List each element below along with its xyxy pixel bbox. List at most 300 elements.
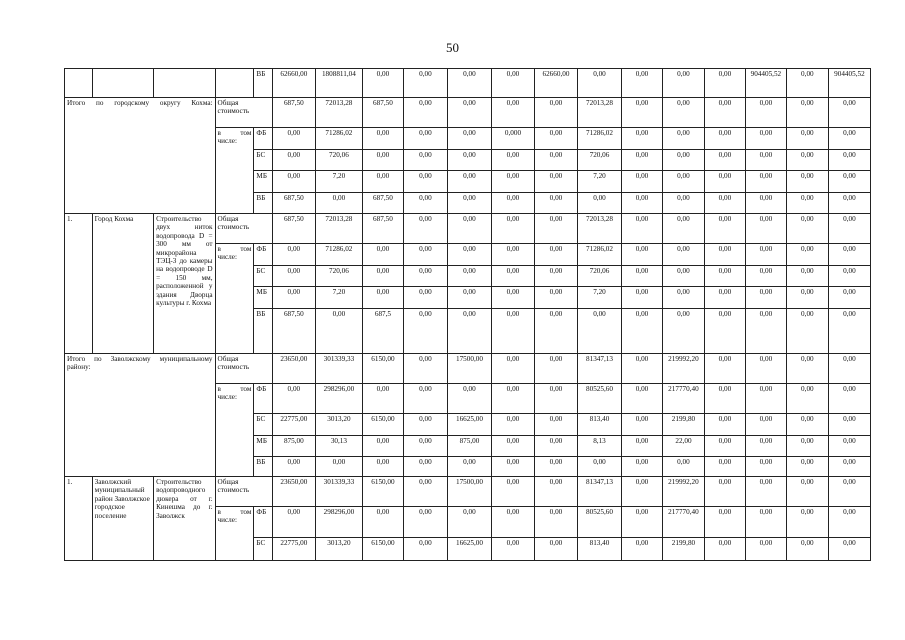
- value-cell: 0,00: [622, 309, 663, 354]
- value-cell: 0,00: [828, 98, 870, 128]
- value-cell: 0,00: [577, 69, 621, 98]
- page-number: 50: [446, 40, 459, 55]
- table-cell: [154, 69, 215, 98]
- value-cell: 0,00: [786, 266, 828, 287]
- value-cell: 0,00: [362, 69, 403, 98]
- value-cell: 0,00: [745, 354, 786, 384]
- item-place: Заволжский муниципальный район Заволжское городское поселение: [92, 477, 153, 561]
- value-cell: 6150,00: [362, 538, 403, 561]
- value-cell: 0,000: [491, 128, 534, 150]
- value-cell: 7,20: [577, 287, 621, 309]
- value-cell: 0,00: [491, 457, 534, 477]
- value-cell: 0,00: [403, 457, 447, 477]
- value-cell: 0,00: [491, 384, 534, 414]
- value-cell: 0,00: [662, 287, 704, 309]
- value-cell: 0,00: [447, 98, 491, 128]
- value-cell: 1808811,04: [315, 69, 362, 98]
- value-cell: 298296,00: [315, 384, 362, 414]
- value-cell: 0,00: [745, 214, 786, 244]
- value-cell: 0,00: [315, 457, 362, 477]
- value-cell: 0,00: [272, 244, 315, 266]
- value-cell: 0,00: [786, 244, 828, 266]
- value-cell: 0,00: [403, 384, 447, 414]
- value-cell: 0,00: [534, 384, 577, 414]
- value-cell: 0,00: [786, 171, 828, 193]
- value-cell: 7,20: [315, 287, 362, 309]
- value-cell: 0,00: [622, 128, 663, 150]
- value-cell: 0,00: [534, 354, 577, 384]
- value-cell: 0,00: [828, 128, 870, 150]
- value-cell: 0,00: [745, 128, 786, 150]
- value-cell: 0,00: [491, 98, 534, 128]
- value-cell: 80525,60: [577, 507, 621, 538]
- value-cell: 0,00: [403, 477, 447, 507]
- value-cell: 0,00: [403, 266, 447, 287]
- value-cell: 687,50: [272, 98, 315, 128]
- source-cell: МБ: [254, 171, 272, 193]
- value-cell: 687,50: [362, 193, 403, 214]
- source-cell: БС: [254, 150, 272, 171]
- value-cell: 0,00: [786, 98, 828, 128]
- value-cell: 0,00: [491, 507, 534, 538]
- table-cell: [65, 69, 93, 98]
- value-cell: 0,00: [786, 354, 828, 384]
- value-cell: 0,00: [272, 150, 315, 171]
- value-cell: 2199,80: [662, 538, 704, 561]
- source-cell: БС: [254, 414, 272, 436]
- value-cell: 22,00: [662, 436, 704, 457]
- value-cell: 16625,00: [447, 538, 491, 561]
- source-cell: ВБ: [254, 309, 272, 354]
- value-cell: 0,00: [534, 457, 577, 477]
- value-cell: 0,00: [403, 507, 447, 538]
- value-cell: 0,00: [403, 414, 447, 436]
- value-cell: 0,00: [534, 477, 577, 507]
- value-cell: 219992,20: [662, 477, 704, 507]
- value-cell: 0,00: [491, 477, 534, 507]
- value-cell: 0,00: [534, 98, 577, 128]
- value-cell: 0,00: [786, 309, 828, 354]
- value-cell: 0,00: [272, 507, 315, 538]
- value-cell: 0,00: [315, 193, 362, 214]
- value-cell: 0,00: [403, 214, 447, 244]
- value-cell: 0,00: [491, 214, 534, 244]
- value-cell: 720,06: [315, 150, 362, 171]
- value-cell: 0,00: [491, 309, 534, 354]
- value-cell: 0,00: [786, 414, 828, 436]
- value-cell: 0,00: [745, 150, 786, 171]
- value-cell: 0,00: [828, 309, 870, 354]
- source-cell: ФБ: [254, 128, 272, 150]
- value-cell: 71286,02: [577, 244, 621, 266]
- value-cell: 0,00: [622, 171, 663, 193]
- item-description: Строительство двух ниток водопровода D = 300 мм от микрорайона ТЭЦ-3 до камеры на водопроводе D = 150 мм, расположенной у здания Дворца культуры г. Кохма: [154, 214, 215, 354]
- value-cell: 0,00: [403, 287, 447, 309]
- value-cell: 217770,40: [662, 384, 704, 414]
- value-cell: 0,00: [534, 287, 577, 309]
- value-cell: 0,00: [577, 309, 621, 354]
- item-number: 1.: [65, 477, 93, 561]
- value-cell: 17500,00: [447, 354, 491, 384]
- item-place: Город Кохма: [92, 214, 153, 354]
- value-cell: 0,00: [403, 171, 447, 193]
- value-cell: 0,00: [745, 244, 786, 266]
- value-cell: 0,00: [662, 214, 704, 244]
- value-cell: 0,00: [534, 128, 577, 150]
- value-cell: 0,00: [704, 69, 745, 98]
- value-cell: 0,00: [745, 507, 786, 538]
- table-cell: [92, 69, 153, 98]
- value-cell: 0,00: [362, 287, 403, 309]
- source-cell: ФБ: [254, 507, 272, 538]
- in-that-number-label: в том числе:: [215, 384, 254, 477]
- value-cell: 0,00: [534, 507, 577, 538]
- value-cell: 0,00: [491, 436, 534, 457]
- value-cell: 0,00: [622, 436, 663, 457]
- value-cell: 0,00: [534, 150, 577, 171]
- value-cell: 0,00: [745, 171, 786, 193]
- value-cell: 0,00: [704, 436, 745, 457]
- value-cell: 0,00: [622, 266, 663, 287]
- value-cell: 0,00: [745, 414, 786, 436]
- item-description: Строительство водопроводного дюкера от г. Кинешма до г. Заволжск: [154, 477, 215, 561]
- value-cell: 0,00: [704, 457, 745, 477]
- value-cell: 0,00: [828, 244, 870, 266]
- value-cell: 6150,00: [362, 414, 403, 436]
- value-cell: 0,00: [622, 287, 663, 309]
- value-cell: 0,00: [491, 193, 534, 214]
- value-cell: 687,50: [362, 98, 403, 128]
- value-cell: 0,00: [622, 384, 663, 414]
- value-cell: 0,00: [447, 69, 491, 98]
- value-cell: 0,00: [828, 457, 870, 477]
- value-cell: 22775,00: [272, 538, 315, 561]
- total-cost-label: Общая стоимость: [215, 354, 272, 384]
- value-cell: 0,00: [662, 244, 704, 266]
- value-cell: 0,00: [447, 150, 491, 171]
- value-cell: 0,00: [272, 457, 315, 477]
- value-cell: 0,00: [704, 477, 745, 507]
- value-cell: 0,00: [662, 98, 704, 128]
- value-cell: 0,00: [704, 287, 745, 309]
- value-cell: 0,00: [403, 244, 447, 266]
- value-cell: 0,00: [272, 171, 315, 193]
- value-cell: 904405,52: [828, 69, 870, 98]
- value-cell: 0,00: [745, 193, 786, 214]
- value-cell: 7,20: [315, 171, 362, 193]
- value-cell: 0,00: [704, 538, 745, 561]
- value-cell: 0,00: [272, 128, 315, 150]
- table-row: [65, 98, 871, 128]
- value-cell: 0,00: [622, 98, 663, 128]
- value-cell: 0,00: [403, 69, 447, 98]
- value-cell: 0,00: [786, 287, 828, 309]
- value-cell: 0,00: [447, 193, 491, 214]
- value-cell: 0,00: [662, 150, 704, 171]
- value-cell: 720,06: [315, 266, 362, 287]
- value-cell: 0,00: [534, 538, 577, 561]
- value-cell: 62660,00: [272, 69, 315, 98]
- source-cell: МБ: [254, 287, 272, 309]
- value-cell: 875,00: [272, 436, 315, 457]
- value-cell: 71286,02: [315, 244, 362, 266]
- value-cell: 62660,00: [534, 69, 577, 98]
- value-cell: 6150,00: [362, 477, 403, 507]
- in-that-number-label: в том числе:: [215, 128, 254, 214]
- value-cell: 0,00: [745, 287, 786, 309]
- value-cell: 0,00: [828, 214, 870, 244]
- value-cell: 0,00: [491, 538, 534, 561]
- value-cell: 687,50: [272, 309, 315, 354]
- value-cell: 0,00: [704, 214, 745, 244]
- value-cell: 0,00: [828, 193, 870, 214]
- value-cell: 0,00: [315, 309, 362, 354]
- value-cell: 6150,00: [362, 354, 403, 384]
- value-cell: 0,00: [622, 477, 663, 507]
- table-row: [65, 477, 871, 507]
- value-cell: 0,00: [745, 98, 786, 128]
- value-cell: 0,00: [704, 193, 745, 214]
- value-cell: 7,20: [577, 171, 621, 193]
- table-row: [65, 214, 871, 244]
- value-cell: 0,00: [828, 384, 870, 414]
- value-cell: 0,00: [534, 244, 577, 266]
- value-cell: 0,00: [622, 354, 663, 384]
- value-cell: 0,00: [622, 507, 663, 538]
- value-cell: 720,06: [577, 266, 621, 287]
- source-cell: ВБ: [254, 457, 272, 477]
- value-cell: 0,00: [622, 150, 663, 171]
- value-cell: 0,00: [704, 354, 745, 384]
- value-cell: 0,00: [491, 414, 534, 436]
- value-cell: 0,00: [622, 193, 663, 214]
- value-cell: 301339,33: [315, 354, 362, 384]
- value-cell: 0,00: [362, 266, 403, 287]
- value-cell: 0,00: [534, 414, 577, 436]
- value-cell: 0,00: [786, 436, 828, 457]
- value-cell: 23650,00: [272, 477, 315, 507]
- value-cell: 0,00: [534, 309, 577, 354]
- source-cell: ВБ: [254, 69, 272, 98]
- value-cell: 687,50: [272, 214, 315, 244]
- value-cell: 0,00: [662, 69, 704, 98]
- value-cell: 301339,33: [315, 477, 362, 507]
- item-number: 1.: [65, 214, 93, 354]
- value-cell: 0,00: [828, 477, 870, 507]
- value-cell: 0,00: [828, 287, 870, 309]
- value-cell: 0,00: [704, 309, 745, 354]
- value-cell: 0,00: [403, 436, 447, 457]
- value-cell: 0,00: [828, 538, 870, 561]
- value-cell: 0,00: [662, 457, 704, 477]
- value-cell: 813,40: [577, 538, 621, 561]
- source-cell: ФБ: [254, 244, 272, 266]
- value-cell: 720,06: [577, 150, 621, 171]
- value-cell: 0,00: [704, 128, 745, 150]
- budget-table: [64, 68, 871, 561]
- value-cell: 0,00: [828, 354, 870, 384]
- value-cell: 0,00: [362, 171, 403, 193]
- value-cell: 687,5: [362, 309, 403, 354]
- value-cell: 687,50: [362, 214, 403, 244]
- table-cell: [215, 69, 254, 98]
- value-cell: 17500,00: [447, 477, 491, 507]
- value-cell: 71286,02: [577, 128, 621, 150]
- value-cell: 0,00: [362, 150, 403, 171]
- value-cell: 687,50: [272, 193, 315, 214]
- value-cell: 0,00: [786, 457, 828, 477]
- value-cell: 81347,13: [577, 477, 621, 507]
- value-cell: 0,00: [662, 309, 704, 354]
- value-cell: 0,00: [447, 384, 491, 414]
- value-cell: 0,00: [534, 193, 577, 214]
- value-cell: 0,00: [403, 128, 447, 150]
- value-cell: 3013,20: [315, 538, 362, 561]
- value-cell: 80525,60: [577, 384, 621, 414]
- value-cell: 0,00: [828, 171, 870, 193]
- value-cell: 0,00: [662, 266, 704, 287]
- total-cost-label: Общая стоимость: [215, 477, 272, 507]
- value-cell: 72013,28: [577, 98, 621, 128]
- value-cell: 0,00: [447, 457, 491, 477]
- value-cell: 72013,28: [577, 214, 621, 244]
- subtotal-label: Итого по Заволжскому муниципальному району:: [65, 354, 216, 477]
- value-cell: 0,00: [786, 69, 828, 98]
- value-cell: 72013,28: [315, 98, 362, 128]
- value-cell: 0,00: [272, 384, 315, 414]
- value-cell: 0,00: [662, 171, 704, 193]
- value-cell: 0,00: [362, 457, 403, 477]
- value-cell: 0,00: [828, 150, 870, 171]
- value-cell: 0,00: [447, 128, 491, 150]
- value-cell: 0,00: [491, 266, 534, 287]
- in-that-number-label: в том числе:: [215, 507, 254, 561]
- value-cell: 0,00: [745, 538, 786, 561]
- table-row: [65, 354, 871, 384]
- value-cell: 0,00: [447, 309, 491, 354]
- value-cell: 0,00: [447, 244, 491, 266]
- value-cell: 0,00: [622, 414, 663, 436]
- value-cell: 71286,02: [315, 128, 362, 150]
- value-cell: 0,00: [362, 384, 403, 414]
- value-cell: 875,00: [447, 436, 491, 457]
- value-cell: 0,00: [577, 193, 621, 214]
- value-cell: 0,00: [447, 507, 491, 538]
- value-cell: 0,00: [704, 171, 745, 193]
- value-cell: 8,13: [577, 436, 621, 457]
- value-cell: 0,00: [272, 266, 315, 287]
- value-cell: 0,00: [704, 244, 745, 266]
- value-cell: 0,00: [704, 150, 745, 171]
- value-cell: 0,00: [704, 507, 745, 538]
- value-cell: 0,00: [403, 309, 447, 354]
- value-cell: 0,00: [491, 171, 534, 193]
- value-cell: 0,00: [403, 354, 447, 384]
- value-cell: 3013,20: [315, 414, 362, 436]
- value-cell: 0,00: [622, 244, 663, 266]
- value-cell: 2199,80: [662, 414, 704, 436]
- value-cell: 0,00: [786, 507, 828, 538]
- value-cell: 0,00: [622, 214, 663, 244]
- value-cell: 0,00: [534, 266, 577, 287]
- value-cell: 0,00: [403, 98, 447, 128]
- value-cell: 0,00: [534, 436, 577, 457]
- value-cell: 0,00: [745, 309, 786, 354]
- value-cell: 0,00: [491, 287, 534, 309]
- total-cost-label: Общая стоимость: [215, 214, 272, 244]
- value-cell: 0,00: [491, 354, 534, 384]
- total-cost-label: Общая стоимость: [215, 98, 272, 128]
- value-cell: 0,00: [403, 150, 447, 171]
- value-cell: 0,00: [403, 193, 447, 214]
- value-cell: 0,00: [828, 507, 870, 538]
- value-cell: 0,00: [662, 128, 704, 150]
- value-cell: 0,00: [745, 266, 786, 287]
- value-cell: 72013,28: [315, 214, 362, 244]
- value-cell: 0,00: [662, 193, 704, 214]
- value-cell: 0,00: [745, 477, 786, 507]
- value-cell: 0,00: [828, 414, 870, 436]
- value-cell: 0,00: [786, 384, 828, 414]
- value-cell: 0,00: [786, 150, 828, 171]
- budget-table-body: [65, 69, 871, 561]
- value-cell: 0,00: [491, 69, 534, 98]
- value-cell: 16625,00: [447, 414, 491, 436]
- value-cell: 0,00: [447, 266, 491, 287]
- value-cell: 0,00: [745, 436, 786, 457]
- value-cell: 0,00: [622, 457, 663, 477]
- value-cell: 0,00: [362, 436, 403, 457]
- value-cell: 23650,00: [272, 354, 315, 384]
- source-cell: ФБ: [254, 384, 272, 414]
- value-cell: 30,13: [315, 436, 362, 457]
- value-cell: 0,00: [786, 538, 828, 561]
- value-cell: 0,00: [491, 150, 534, 171]
- source-cell: БС: [254, 266, 272, 287]
- value-cell: 0,00: [786, 477, 828, 507]
- value-cell: 0,00: [704, 98, 745, 128]
- value-cell: 0,00: [786, 193, 828, 214]
- value-cell: 0,00: [534, 171, 577, 193]
- value-cell: 0,00: [745, 384, 786, 414]
- table-row: [65, 69, 871, 98]
- value-cell: 81347,13: [577, 354, 621, 384]
- value-cell: 0,00: [491, 244, 534, 266]
- value-cell: 904405,52: [745, 69, 786, 98]
- value-cell: 0,00: [447, 214, 491, 244]
- value-cell: 0,00: [577, 457, 621, 477]
- source-cell: БС: [254, 538, 272, 561]
- value-cell: 0,00: [534, 214, 577, 244]
- value-cell: 219992,20: [662, 354, 704, 384]
- source-cell: МБ: [254, 436, 272, 457]
- value-cell: 0,00: [704, 384, 745, 414]
- value-cell: 0,00: [403, 538, 447, 561]
- value-cell: 0,00: [272, 287, 315, 309]
- value-cell: 0,00: [828, 266, 870, 287]
- source-cell: ВБ: [254, 193, 272, 214]
- value-cell: 0,00: [786, 214, 828, 244]
- value-cell: 0,00: [362, 128, 403, 150]
- value-cell: 0,00: [786, 128, 828, 150]
- value-cell: 0,00: [362, 507, 403, 538]
- value-cell: 0,00: [828, 436, 870, 457]
- value-cell: 813,40: [577, 414, 621, 436]
- value-cell: 0,00: [704, 266, 745, 287]
- value-cell: 0,00: [362, 244, 403, 266]
- value-cell: 298296,00: [315, 507, 362, 538]
- value-cell: 217770,40: [662, 507, 704, 538]
